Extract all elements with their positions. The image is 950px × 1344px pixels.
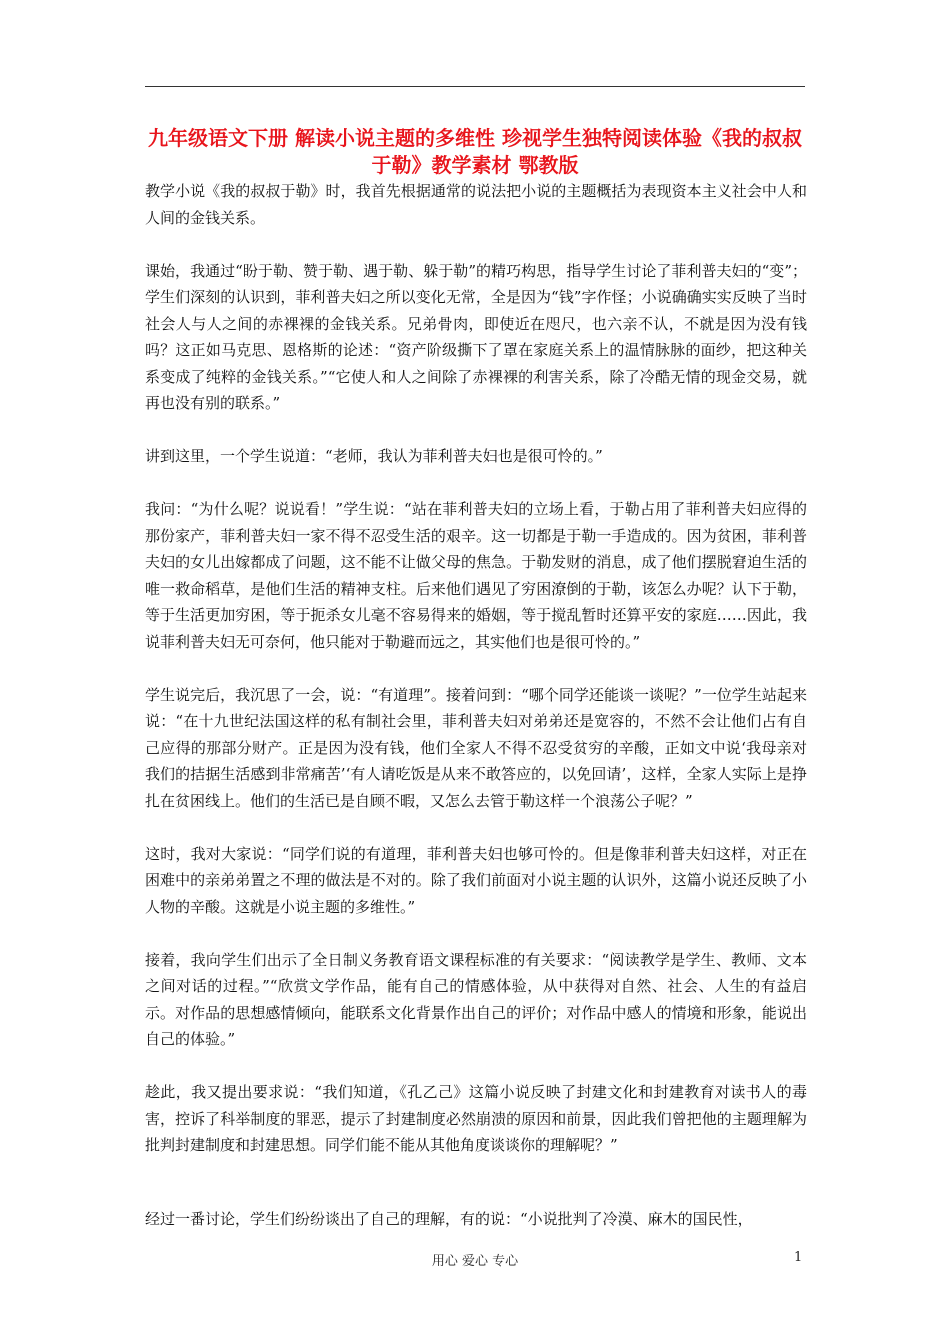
paragraph-2: 课始，我通过“盼于勒、赞于勒、遇于勒、躲于勒”的精巧构思，指导学生讨论了菲利普夫妇的“变”；学生们深刻的认识到，菲利普夫妇之所以变化无常，全是因为“钱”字作怪；小说确确实实反映了当时社会人与人之间的赤裸裸的金钱关系。兄弟骨肉，即使近在咫尺，也六亲不认，不就是因为没有钱吗？这正如马克思、恩格斯的论述：“资产阶级撕下了罩在家庭关系上的温情脉脉的面纱，把这种关系变成了纯粹的金钱关系。”“它使人和人之间除了赤裸裸的利害关系，除了冷酷无情的现金交易，就再也没有别的联系。” bbox=[145, 261, 807, 412]
paragraph-8: 趁此，我又提出要求说：“我们知道，《孔乙己》这篇小说反映了封建文化和封建教育对读书人的毒害，控诉了科举制度的罪恶，提示了封建制度必然崩溃的原因和前景，因此我们曾把他的主题理解为批判封建制度和封建思想。同学们能不能从其他角度谈谈你的理解呢？” bbox=[145, 1083, 807, 1154]
paragraph-5: 学生说完后，我沉思了一会，说：“有道理”。接着问到：“哪个同学还能谈一谈呢？”一位学生站起来说：“在十九世纪法国这样的私有制社会里，菲利普夫妇对弟弟还是宽容的，不然不会让他们占有自己应得的那部分财产。正是因为没有钱，他们全家人不得不忍受贫穷的辛酸，正如文中说‘我母亲对我们的拮据生活感到非常痛苦’‘有人请吃饭是从来不敢答应的，以免回请’，这样，全家人实际上是挣扎在贫困线上。他们的生活已是自顾不暇，又怎么去管于勒这样一个浪荡公子呢？” bbox=[145, 685, 807, 810]
document-title: 九年级语文下册 解读小说主题的多维性 珍视学生独特阅读体验《我的叔叔于勒》教学素材 鄂教版 bbox=[148, 126, 802, 177]
paragraph-6: 这时，我对大家说：“同学们说的有道理，菲利普夫妇也够可怜的。但是像菲利普夫妇这样，对正在困难中的亲弟弟置之不理的做法是不对的。除了我们前面对小说主题的认识外，这篇小说还反映了小人物的辛酸。这就是小说主题的多维性。” bbox=[145, 844, 807, 916]
footer-motto: 用心 爱心 专心 bbox=[431, 1254, 519, 1269]
paragraph-9: 经过一番讨论，学生们纷纷谈出了自己的理解，有的说：“小说批判了冷漠、麻木的国民性， bbox=[145, 1209, 753, 1228]
paragraph-1: 教学小说《我的叔叔于勒》时，我首先根据通常的说法把小说的主题概括为表现资本主义社会中人和人间的金钱关系。 bbox=[145, 182, 807, 227]
paragraph-4: 我问：“为什么呢？说说看！”学生说：“站在菲利普夫妇的立场上看，于勒占用了菲利普夫妇应得的那份家产，菲利普夫妇一家不得不忍受生活的艰辛。这一切都是于勒一手造成的。因为贫困，菲利普夫妇的女儿出嫁都成了问题，这不能不让做父母的焦急。于勒发财的消息，成了他们摆脱窘迫生活的唯一救命稻草，是他们生活的精神支柱。后来他们遇见了穷困潦倒的于勒，该怎么办呢？认下于勒，等于生活更加穷困，等于扼杀女儿毫不容易得来的婚姻，等于搅乱暂时还算平安的家庭……因此，我说菲利普夫妇无可奈何，他只能对于勒避而远之，其实他们也是很可怜的。” bbox=[145, 500, 807, 651]
paragraph-3: 讲到这里，一个学生说道：“老师，我认为菲利普夫妇也是很可怜的。” bbox=[145, 447, 603, 465]
header-rule bbox=[145, 86, 805, 87]
page-number: 1 bbox=[794, 1250, 803, 1265]
document-body bbox=[145, 178, 807, 1232]
paragraph-7: 接着，我向学生们出示了全日制义务教育语文课程标准的有关要求：“阅读教学是学生、教师、文本之间对话的过程。”“欣赏文学作品，能有自己的情感体验，从中获得对自然、社会、人生的有益启示。对作品的思想感情倾向，能联系文化背景作出自己的评价；对作品中感人的情境和形象，能说出自己的体验。” bbox=[145, 950, 807, 1048]
